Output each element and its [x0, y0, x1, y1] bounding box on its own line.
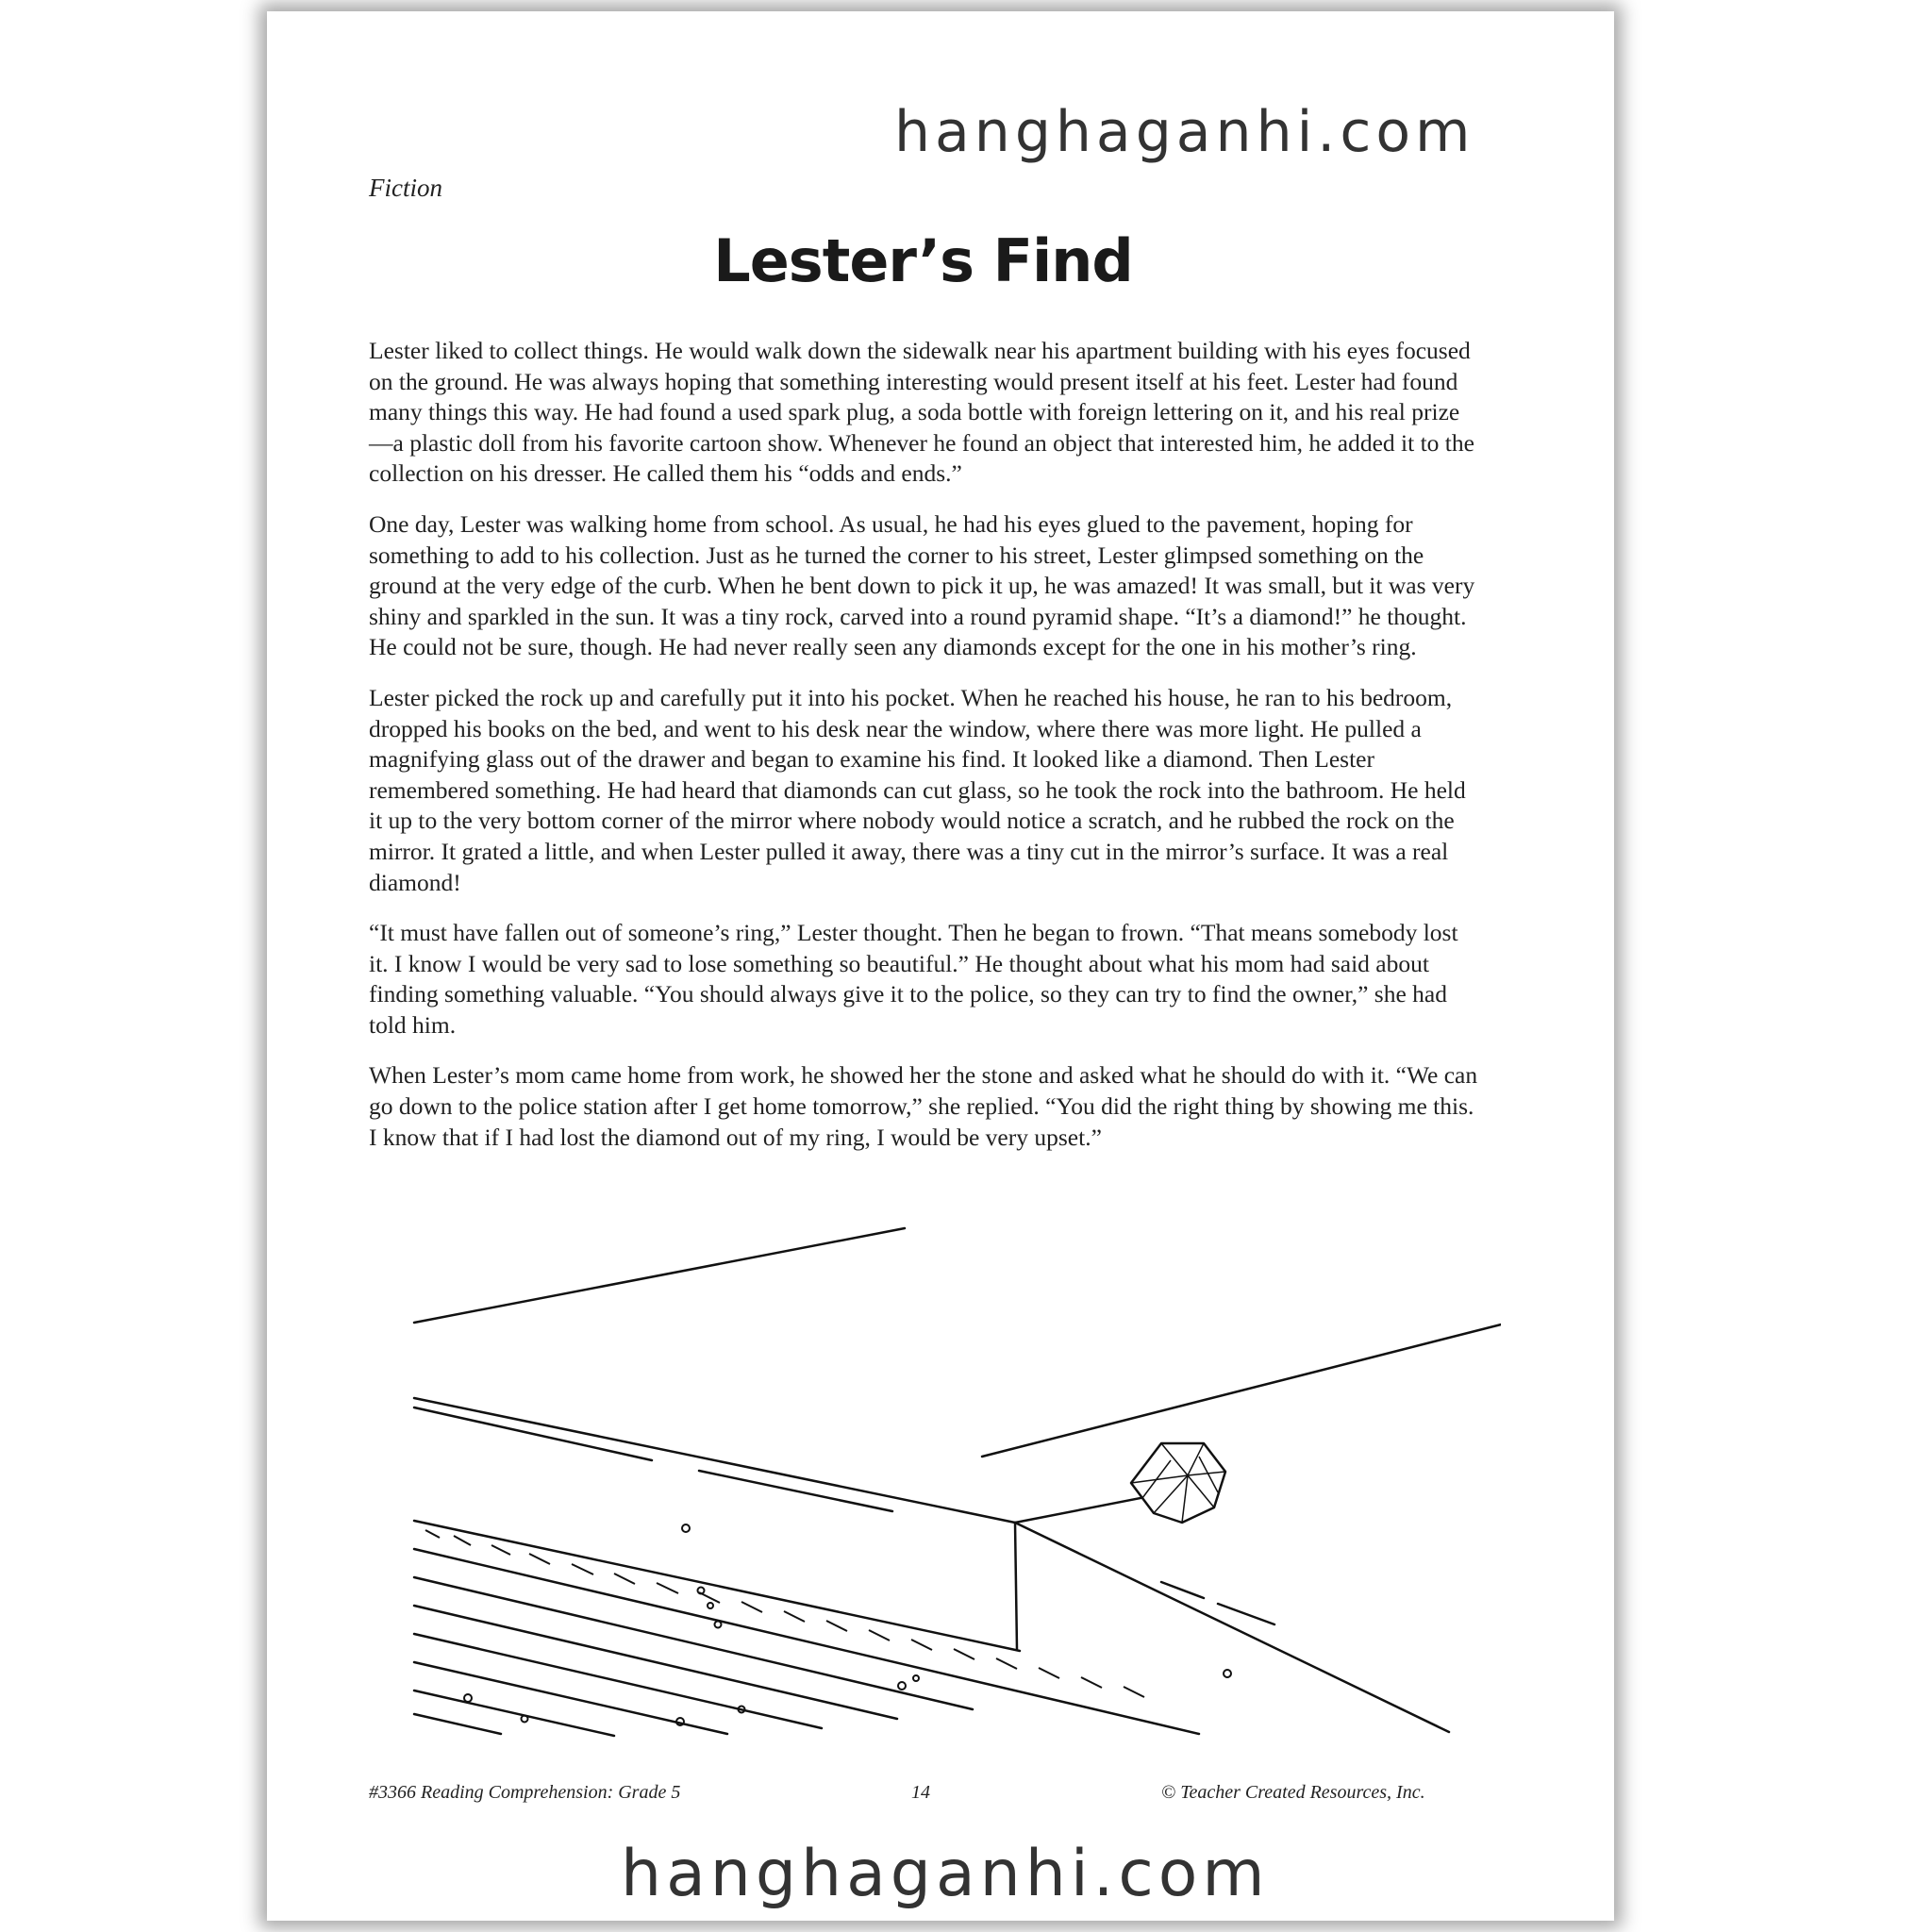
sidewalk-edge-line [982, 1323, 1501, 1457]
gutter-top-edge [414, 1521, 1020, 1651]
story-body [369, 336, 1480, 1173]
story-paragraph-5: When Lester’s mom came home from work, he showed her the stone and asked what he should do with it. “We can go down to the police station after I get home tomorrow,” she replied. “You did the right thing by showing me this. I know that if I had lost the diamond out of my ring, I would be very upset.” [369, 1061, 1478, 1151]
watermark-top: hanghaganhi.com [894, 99, 1475, 165]
gutter-hatching [425, 1530, 1144, 1697]
curb-seam-vertical [1015, 1523, 1017, 1649]
worksheet-page [267, 11, 1614, 1921]
curb-diamond-illustration [369, 1219, 1501, 1747]
diamond-icon [1131, 1443, 1225, 1523]
curb-top-edge-inner [414, 1407, 652, 1460]
road-line-4 [414, 1662, 727, 1734]
footer-book-title: #3366 Reading Comprehension: Grade 5 [369, 1782, 681, 1803]
curb-top-edge [414, 1398, 1015, 1523]
watermark-bottom: hanghaganhi.com [621, 1837, 1270, 1911]
genre-label: Fiction [369, 174, 442, 202]
road-line-3 [414, 1634, 822, 1728]
pebbles [464, 1524, 1231, 1725]
road-line-5 [414, 1690, 614, 1736]
road-line-1 [414, 1577, 973, 1709]
story-paragraph-2: One day, Lester was walking home from school. As usual, he had his eyes glued to the pavement, hoping for something to add to his collection. Just as he turned the corner to his street, Lester glimpsed something on the ground at the very edge of the curb. When he bent down to pick it up, he was amazed! It was small, but it was very shiny and sparkled in the sun. It was a tiny rock, carved into a round pyramid shape. “It’s a diamond!” he thought. He could not be sure, though. He had never really seen any diamonds except for the one in his mother’s ring. [369, 509, 1475, 661]
story-paragraph-3: Lester picked the rock up and carefully put it into his pocket. When he reached his house, he ran to his bedroom, dropped his books on the bed, and went to his desk near the window, where there was more light. He pulled a magnifying glass out of the drawer and began to examine his find. It looked like a diamond. Then Lester remembered something. He had heard that diamonds can cut glass, so he took the rock into the bathroom. He held it up to the very bottom corner of the mirror where nobody would notice a scratch, and he rubbed the rock on the mirror. It grated a little, and when Lester pulled it away, there was a tiny cut in the mirror’s surface. It was a real diamond! [369, 683, 1466, 896]
curb-dash-2 [1218, 1604, 1274, 1624]
story-paragraph-4: “It must have fallen out of someone’s ring,” Lester thought. Then he began to frown. “That means somebody lost it. I know I would be very sad to lose something so beautiful.” He thought about what his mom had said about finding something valuable. “You should always give it to the police, so they can try to find the owner,” she had told him. [369, 919, 1458, 1039]
road-line-6 [414, 1714, 501, 1734]
footer-copyright: © Teacher Created Resources, Inc. [1161, 1782, 1425, 1803]
story-paragraph-1: Lester liked to collect things. He would walk down the sidewalk near his apartment building with his eyes focused on the ground. He was always hoping that something interesting would present itself at his feet. Lester had found many things this way. He had found a used spark plug, a soda bottle with foreign lettering on it, and his real prize—a plastic doll from his favorite cartoon show. Whenever he found an object that interested him, he added it to the collection on his dresser. He called them his “odds and ends.” [369, 337, 1474, 488]
story-title: Lester’s Find [713, 226, 1133, 295]
footer-page-number: 14 [911, 1782, 930, 1803]
road-line-2 [414, 1606, 897, 1719]
curb-front-edge [1015, 1523, 1449, 1732]
gutter-bottom-edge [414, 1549, 1199, 1734]
street-edge-line [414, 1228, 905, 1323]
